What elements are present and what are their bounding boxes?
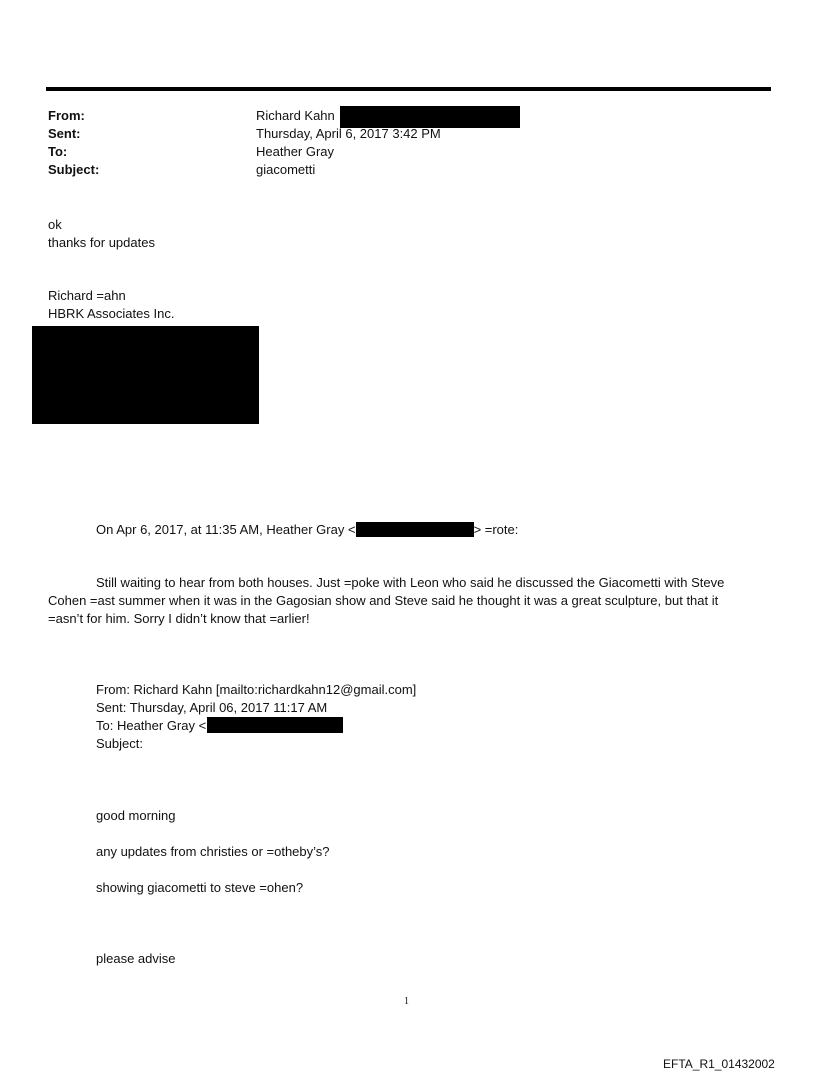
body-line-thanks: thanks for updates — [48, 235, 155, 250]
message-showing: showing giacometti to steve =ohen? — [96, 880, 304, 895]
message-please-advise: please advise — [96, 951, 176, 966]
page-number: 1 — [404, 996, 409, 1007]
header-rule — [46, 87, 771, 91]
sent-label: Sent: — [48, 126, 81, 141]
quoted-paragraph-line-2: Cohen =ast summer when it was in the Gagosian show and Steve said he thought it was a great sculpture, but that it — [48, 593, 719, 608]
message-any-updates: any updates from christies or =otheby’s? — [96, 844, 330, 859]
subject-label: Subject: — [48, 162, 100, 177]
signature-name: Richard =ahn — [48, 288, 126, 303]
subject-value: giacometti — [256, 162, 316, 177]
forward-sent: Sent: Thursday, April 06, 2017 11:17 AM — [96, 700, 328, 715]
body-line-ok: ok — [48, 217, 62, 232]
from-label: From: — [48, 108, 85, 123]
quoted-paragraph-line-3: =asn’t for him. Sorry I didn’t know that =arlier! — [48, 611, 310, 626]
redaction-forward-email — [207, 717, 343, 733]
quoted-intro-prefix: On Apr 6, 2017, at 11:35 AM, Heather Gray < — [96, 522, 356, 537]
forward-to-text: To: Heather Gray < — [96, 718, 207, 733]
quoted-intro-suffix: > =rote: — [473, 522, 519, 537]
quoted-paragraph-line-1: Still waiting to hear from both houses. Just =poke with Leon who said he discussed the Giacometti with Steve — [96, 575, 725, 590]
forward-from: From: Richard Kahn [mailto:richardkahn12@gmail.com] — [96, 682, 417, 697]
forward-subject: Subject: — [96, 736, 143, 751]
to-value: Heather Gray — [256, 144, 335, 159]
to-label: To: — [48, 144, 68, 159]
quoted-intro — [96, 521, 518, 539]
sent-value: Thursday, April 6, 2017 3:42 PM — [256, 126, 441, 141]
message-good-morning: good morning — [96, 808, 176, 823]
from-value: Richard Kahn — [256, 108, 335, 123]
document-id: EFTA_R1_01432002 — [663, 1057, 775, 1071]
redaction-quoted-email — [356, 522, 474, 537]
signature-company: HBRK Associates Inc. — [48, 306, 175, 321]
forward-to — [96, 717, 343, 735]
redaction-signature-block — [32, 326, 259, 424]
